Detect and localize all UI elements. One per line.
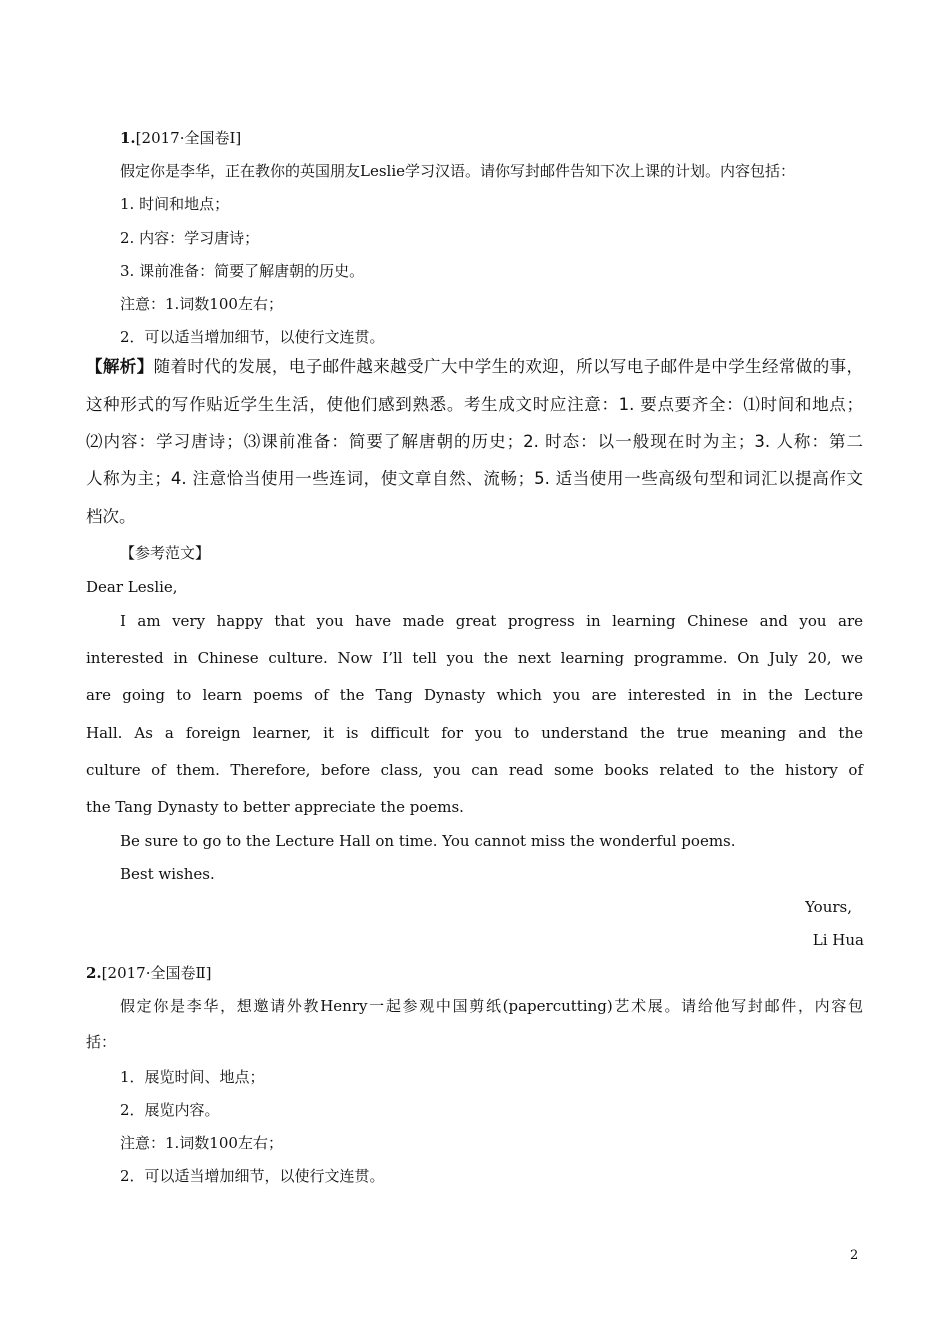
- q1-item-3: 3. 课前准备：简要了解唐朝的历史。: [120, 262, 365, 280]
- q1-number: 1.: [120, 129, 136, 147]
- q1-note-1: 注意：1.词数100左右；: [120, 295, 283, 313]
- sample-body-line-4: Hall. As a foreign learner, it is difficult for you to understand the true meaning and the: [86, 724, 863, 742]
- sample-body-line-6: the Tang Dynasty to better appreciate the poems.: [86, 798, 464, 816]
- q2-number: 2.: [86, 964, 102, 982]
- sample-body-line-3: are going to learn poems of the Tang Dynasty which you are interested in in the Lecture: [86, 686, 863, 704]
- sample-body-line-2: interested in Chinese culture. Now I’ll tell you the next learning programme. On July 20, we: [86, 649, 863, 667]
- analysis-text-1: 随着时代的发展，电子邮件越来越受广大中学生的欢迎，所以写电子邮件是中学生经常做的事，: [153, 357, 864, 376]
- analysis-line-1: [86, 357, 863, 377]
- q1-source: [2017·全国卷Ⅰ]: [135, 129, 242, 147]
- page-number: 2: [850, 1248, 859, 1263]
- q2-note-2: 2．可以适当增加细节，以使行文连贯。: [120, 1167, 385, 1185]
- q1-prompt: 假定你是李华，正在教你的英国朋友Leslie学习汉语。请你写封邮件告知下次上课的计划。内容包括：: [120, 162, 796, 180]
- sample-salutation: Dear Leslie,: [86, 578, 178, 596]
- analysis-label: 【解析】: [86, 357, 154, 376]
- q2-source: [2017·全国卷Ⅱ]: [101, 964, 212, 982]
- q2-heading: [86, 963, 212, 983]
- sample-second-paragraph: Be sure to go to the Lecture Hall on time. You cannot miss the wonderful poems.: [120, 832, 736, 850]
- analysis-line-3: ⑵内容：学习唐诗；⑶课前准备：简要了解唐朝的历史；2. 时态：以一般现在时为主；3. 人称：第二: [86, 432, 863, 451]
- q2-prompt-line-1: 假定你是李华，想邀请外教Henry一起参观中国剪纸(papercutting)艺术展。请给他写封邮件，内容包: [120, 997, 863, 1015]
- analysis-line-4: 人称为主；4. 注意恰当使用一些连词，使文章自然、流畅；5. 适当使用一些高级句型和词汇以提高作文: [86, 469, 863, 488]
- sample-body-line-5: culture of them. Therefore, before class, you can read some books related to the history of: [86, 761, 863, 779]
- sample-sign-off: Yours,: [805, 898, 852, 916]
- sample-label: 【参考范文】: [120, 544, 211, 562]
- q2-item-1: 1．展览时间、地点；: [120, 1068, 265, 1086]
- q2-note-1: 注意：1.词数100左右；: [120, 1134, 283, 1152]
- q2-prompt-line-2: 括：: [86, 1033, 117, 1051]
- sample-closing: Best wishes.: [120, 865, 215, 883]
- q1-item-2: 2. 内容：学习唐诗；: [120, 229, 260, 247]
- q1-heading: [120, 128, 241, 148]
- sample-name: Li Hua: [812, 931, 864, 949]
- q1-item-1: 1. 时间和地点；: [120, 195, 230, 213]
- sample-body-line-1: I am very happy that you have made great progress in learning Chinese and you are: [120, 612, 863, 630]
- q2-item-2: 2．展览内容。: [120, 1101, 220, 1119]
- analysis-line-2: 这种形式的写作贴近学生生活，使他们感到熟悉。考生成文时应注意：1. 要点要齐全：⑴时间和地点；: [86, 395, 863, 414]
- analysis-line-5: 档次。: [86, 507, 136, 526]
- q1-note-2: 2．可以适当增加细节，以使行文连贯。: [120, 328, 385, 346]
